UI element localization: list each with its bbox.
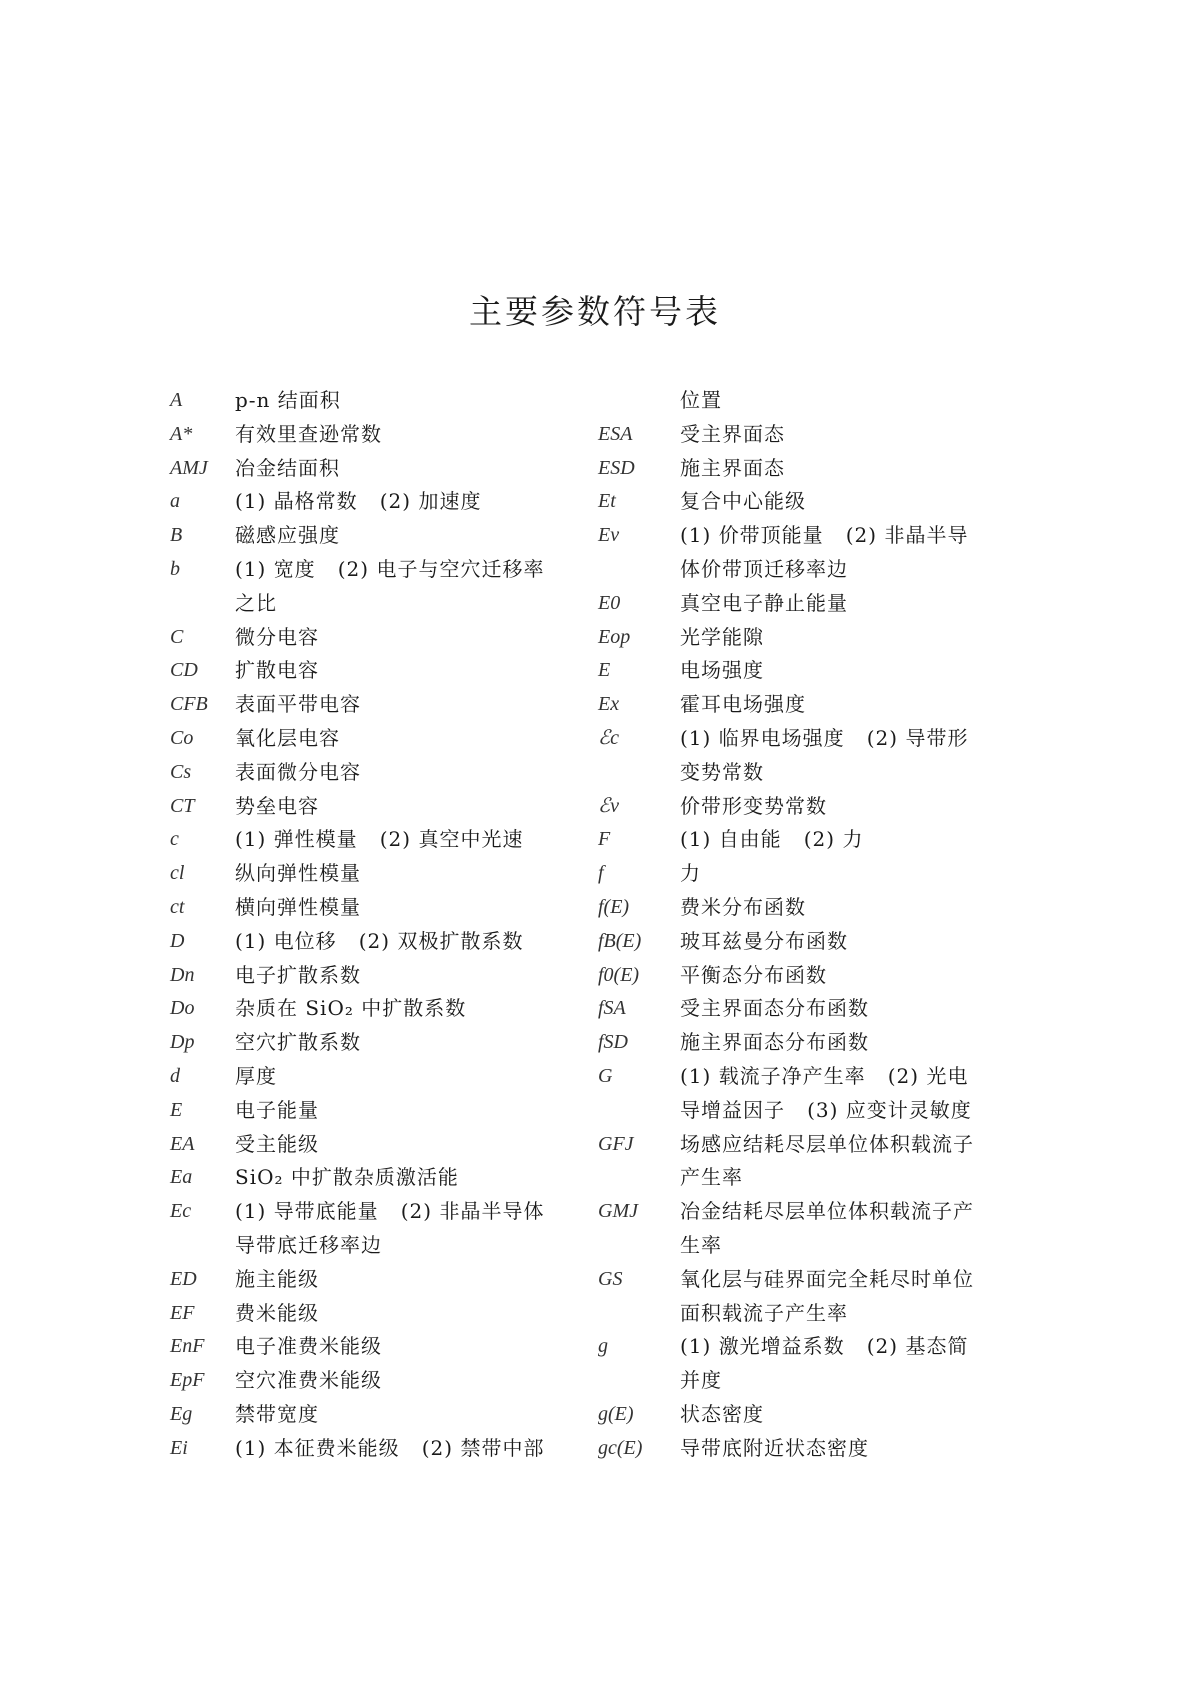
symbol-entry xyxy=(598,823,1018,857)
definition: 场感应结耗尽层单位体积载流子 xyxy=(680,1131,974,1156)
symbol: f(E) xyxy=(598,895,630,918)
symbol: Ea xyxy=(170,1166,193,1189)
symbol: EnF xyxy=(170,1335,205,1358)
symbol: EpF xyxy=(170,1369,205,1392)
symbol-entry xyxy=(598,756,1018,790)
symbol: ESA xyxy=(598,422,633,445)
symbol-entry xyxy=(598,1195,1018,1229)
symbol-entry xyxy=(170,1297,575,1331)
definition: 产生率 xyxy=(680,1165,743,1190)
symbol-entry xyxy=(598,418,1018,452)
symbol-entry xyxy=(170,688,575,722)
symbol-entry xyxy=(598,992,1018,1026)
definition: 导带底迁移率边 xyxy=(235,1232,382,1257)
definition: (1) 电位移 (2) 双极扩散系数 xyxy=(235,928,524,953)
symbol-entry xyxy=(170,1161,575,1195)
definition: 横向弹性模量 xyxy=(235,894,361,919)
definition: (1) 激光增益系数 (2) 基态简 xyxy=(680,1334,969,1359)
symbol: d xyxy=(170,1064,180,1087)
symbol: Cs xyxy=(170,760,192,783)
symbol-entry xyxy=(170,823,575,857)
symbol-entry xyxy=(170,587,575,621)
definition: 氧化层与硅界面完全耗尽时单位 xyxy=(680,1266,974,1291)
definition: 纵向弹性模量 xyxy=(235,861,361,886)
symbol-entry xyxy=(170,790,575,824)
definition: 平衡态分布函数 xyxy=(680,962,827,987)
definition: 状态密度 xyxy=(680,1401,764,1426)
definition: 玻耳兹曼分布函数 xyxy=(680,928,848,953)
symbol-entry xyxy=(170,959,575,993)
definition: 面积载流子产生率 xyxy=(680,1300,848,1325)
definition: 受主界面态分布函数 xyxy=(680,996,869,1021)
symbol-entry xyxy=(598,925,1018,959)
definition: 磁感应强度 xyxy=(235,523,340,548)
definition: 空穴扩散系数 xyxy=(235,1030,361,1055)
definition: 冶金结面积 xyxy=(235,455,340,480)
symbol-entry xyxy=(170,722,575,756)
left-column xyxy=(170,384,575,1466)
symbol-entry xyxy=(170,1060,575,1094)
definition: 费米能级 xyxy=(235,1300,319,1325)
definition: 导带底附近状态密度 xyxy=(680,1435,869,1460)
symbol: cl xyxy=(170,862,185,885)
definition: (1) 导带底能量 (2) 非晶半导体 xyxy=(235,1199,545,1224)
definition: 费米分布函数 xyxy=(680,894,806,919)
symbol: Et xyxy=(598,490,616,513)
symbol: Ei xyxy=(170,1436,188,1459)
definition: 有效里查逊常数 xyxy=(235,421,382,446)
definition: 电子能量 xyxy=(235,1097,319,1122)
definition: 扩散电容 xyxy=(235,658,319,683)
symbol-entry xyxy=(170,1094,575,1128)
definition: (1) 晶格常数 (2) 加速度 xyxy=(235,489,482,514)
symbol-entry xyxy=(170,519,575,553)
symbol-entry xyxy=(170,452,575,486)
symbol: AMJ xyxy=(170,456,208,479)
symbol: F xyxy=(598,828,611,851)
symbol: G xyxy=(598,1064,613,1087)
definition: 位置 xyxy=(680,388,722,412)
definition: (1) 临界电场强度 (2) 导带形 xyxy=(680,725,969,750)
definition: 霍耳电场强度 xyxy=(680,692,806,717)
symbol-entry xyxy=(170,485,575,519)
symbol: EF xyxy=(170,1301,195,1324)
definition: p-n 结面积 xyxy=(235,388,341,412)
symbol: Ec xyxy=(170,1200,192,1223)
symbol: D xyxy=(170,929,185,952)
symbol-entry xyxy=(598,1398,1018,1432)
symbol-entry xyxy=(170,1432,575,1466)
definition: (1) 宽度 (2) 电子与空穴迁移率 xyxy=(235,556,545,581)
symbol: fSD xyxy=(598,1031,628,1054)
definition: 杂质在 SiO₂ 中扩散系数 xyxy=(235,996,467,1021)
symbol: Dp xyxy=(170,1031,195,1054)
symbol-entry xyxy=(170,891,575,925)
definition: 受主能级 xyxy=(235,1131,319,1156)
definition: 施主界面态分布函数 xyxy=(680,1030,869,1055)
definition: 施主界面态 xyxy=(680,455,785,480)
symbol: ESD xyxy=(598,456,635,479)
symbol-entry xyxy=(170,1330,575,1364)
definition: 表面平带电容 xyxy=(235,692,361,717)
definition: 复合中心能级 xyxy=(680,489,806,514)
definition: 势垒电容 xyxy=(235,793,319,818)
page-title: 主要参数符号表 xyxy=(469,292,721,331)
symbol: B xyxy=(170,524,183,547)
definition: 厚度 xyxy=(235,1063,277,1088)
definition: 力 xyxy=(680,861,701,886)
definition: (1) 载流子净产生率 (2) 光电 xyxy=(680,1063,969,1088)
symbol-entry xyxy=(598,519,1018,553)
symbol: f xyxy=(598,862,604,885)
definition: (1) 弹性模量 (2) 真空中光速 xyxy=(235,827,524,852)
definition: 导增益因子 (3) 应变计灵敏度 xyxy=(680,1097,972,1122)
symbol: Dn xyxy=(170,963,195,986)
symbol-entry xyxy=(170,621,575,655)
symbol-entry xyxy=(170,654,575,688)
symbol-entry xyxy=(598,688,1018,722)
symbol-entry xyxy=(598,1060,1018,1094)
definition: 价带形变势常数 xyxy=(680,793,827,818)
symbol: A xyxy=(170,389,183,411)
definition: 体价带顶迁移率边 xyxy=(680,556,848,581)
definition: (1) 本征费米能级 (2) 禁带中部 xyxy=(235,1435,545,1460)
symbol-entry xyxy=(598,1026,1018,1060)
definition: 冶金结耗尽层单位体积载流子产 xyxy=(680,1199,974,1224)
definition: 表面微分电容 xyxy=(235,759,361,784)
symbol: E xyxy=(598,659,611,682)
symbol-entry xyxy=(598,553,1018,587)
symbol: ct xyxy=(170,895,185,918)
symbol-entry xyxy=(170,756,575,790)
right-column xyxy=(598,384,1018,1466)
symbol: Do xyxy=(170,997,195,1020)
definition: 受主界面态 xyxy=(680,421,785,446)
definition: 施主能级 xyxy=(235,1266,319,1291)
symbol: ℰc xyxy=(598,726,619,749)
definition: 之比 xyxy=(235,590,277,615)
definition: 电子准费米能级 xyxy=(235,1334,382,1359)
symbol: Ev xyxy=(598,524,620,547)
symbol: fSA xyxy=(598,997,626,1020)
symbol-entry xyxy=(598,1263,1018,1297)
symbol-entry xyxy=(170,1263,575,1297)
symbol: CT xyxy=(170,794,195,817)
symbol-entry xyxy=(598,384,1018,418)
definition: 生率 xyxy=(680,1232,722,1257)
symbol-entry xyxy=(170,1026,575,1060)
symbol: Ex xyxy=(598,693,620,716)
symbol-entry xyxy=(598,1229,1018,1263)
definition: 氧化层电容 xyxy=(235,725,340,750)
symbol: CFB xyxy=(170,693,208,716)
symbol: gc(E) xyxy=(598,1436,643,1459)
symbol: Eg xyxy=(170,1402,193,1425)
symbol-entry xyxy=(170,1364,575,1398)
symbol-entry xyxy=(598,1432,1018,1466)
symbol: ℰv xyxy=(598,794,619,817)
definition: 光学能隙 xyxy=(680,624,764,649)
symbol-entry xyxy=(598,959,1018,993)
symbol-entry xyxy=(598,485,1018,519)
symbol-entry xyxy=(170,1195,575,1229)
symbol: EA xyxy=(170,1132,195,1155)
symbol: GS xyxy=(598,1267,623,1290)
symbol: Co xyxy=(170,726,194,749)
symbol-entry xyxy=(598,1364,1018,1398)
symbol: a xyxy=(170,490,180,513)
symbol: CD xyxy=(170,659,198,682)
symbol: fB(E) xyxy=(598,929,642,952)
symbol-entry xyxy=(170,1398,575,1432)
symbol: A* xyxy=(170,422,193,445)
symbol-entry xyxy=(598,722,1018,756)
symbol-entry xyxy=(598,587,1018,621)
symbol: C xyxy=(170,625,184,648)
symbol-entry xyxy=(598,1128,1018,1162)
symbol: g(E) xyxy=(598,1402,634,1425)
symbol-entry xyxy=(598,452,1018,486)
definition: 真空电子静止能量 xyxy=(680,590,848,615)
symbol-entry xyxy=(170,1229,575,1263)
symbol-entry xyxy=(598,1094,1018,1128)
symbol-entry xyxy=(598,654,1018,688)
symbol: b xyxy=(170,557,180,580)
symbol-entry xyxy=(170,925,575,959)
definition: SiO₂ 中扩散杂质激活能 xyxy=(235,1165,459,1190)
symbol-entry xyxy=(170,418,575,452)
definition: (1) 价带顶能量 (2) 非晶半导 xyxy=(680,523,969,548)
definition: (1) 自由能 (2) 力 xyxy=(680,827,864,852)
definition: 电场强度 xyxy=(680,658,764,683)
symbol-entry xyxy=(170,1128,575,1162)
symbol-entry xyxy=(598,1297,1018,1331)
definition: 变势常数 xyxy=(680,759,764,784)
symbol-entry xyxy=(598,857,1018,891)
symbol-entry xyxy=(598,1161,1018,1195)
symbol: E0 xyxy=(598,591,621,614)
definition: 空穴准费米能级 xyxy=(235,1368,382,1393)
symbol-entry xyxy=(170,384,575,418)
definition: 禁带宽度 xyxy=(235,1401,319,1426)
definition: 微分电容 xyxy=(235,624,319,649)
symbol: f0(E) xyxy=(598,963,640,986)
symbol: Eop xyxy=(598,625,631,648)
symbol-entry xyxy=(598,891,1018,925)
symbol-entry xyxy=(170,992,575,1026)
symbol: E xyxy=(170,1098,183,1121)
symbol: g xyxy=(598,1335,608,1358)
symbol-entry xyxy=(598,790,1018,824)
definition: 电子扩散系数 xyxy=(235,962,361,987)
symbol-entry xyxy=(598,1330,1018,1364)
symbol-entry xyxy=(170,857,575,891)
symbol: GFJ xyxy=(598,1132,634,1155)
symbol: GMJ xyxy=(598,1200,638,1223)
symbol-entry xyxy=(170,553,575,587)
symbol: ED xyxy=(170,1267,197,1290)
symbol: c xyxy=(170,828,179,851)
definition: 并度 xyxy=(680,1368,722,1393)
symbol-entry xyxy=(598,621,1018,655)
